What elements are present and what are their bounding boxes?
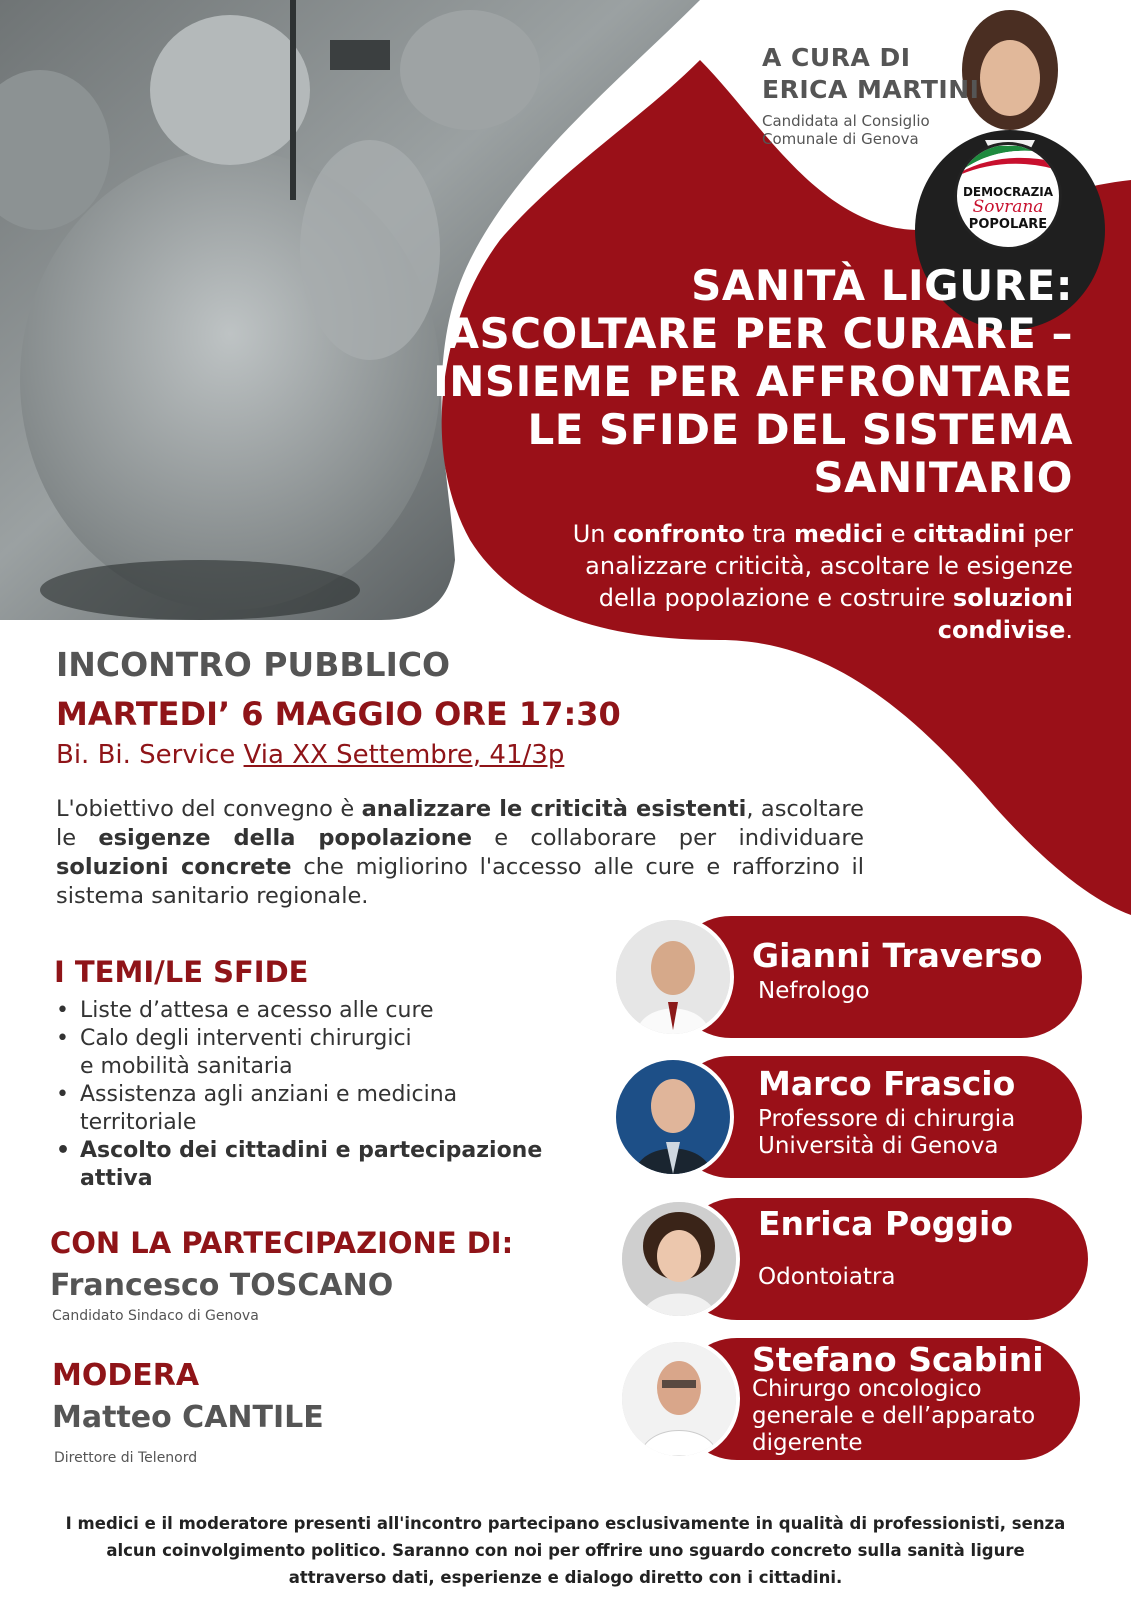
curator-heading <box>762 42 979 106</box>
event-type: INCONTRO PUBBLICO <box>56 645 451 684</box>
avatar <box>618 1338 740 1460</box>
subtitle-bold: cittadini <box>913 520 1026 548</box>
speaker-role <box>752 1376 1035 1457</box>
objective-text: che migliorino l'accesso alle cure e rafforzino il sistema sanitario regionale. <box>56 854 864 909</box>
moderator-role: Direttore di Telenord <box>54 1450 198 1466</box>
event-venue <box>56 740 564 770</box>
subtitle-text: . <box>1065 616 1073 644</box>
speaker-role <box>758 978 870 1005</box>
bullet-icon: • <box>56 1082 69 1107</box>
speaker-role-line: Università di Genova <box>758 1133 999 1159</box>
speaker-role-line: Chirurgo oncologico <box>752 1376 982 1402</box>
theme-text: Assistenza agli anziani e medicina territoriale <box>80 1082 458 1135</box>
objective-bold: analizzare le criticità esistenti <box>361 796 747 822</box>
speaker-role-line: digerente <box>752 1430 863 1456</box>
speaker-name: Enrica Poggio <box>758 1204 1014 1243</box>
tricolor-swoosh-icon <box>957 145 1059 177</box>
bullet-icon: • <box>56 1026 69 1051</box>
guest-role: Candidato Sindaco di Genova <box>52 1308 259 1324</box>
list-item <box>56 997 576 1025</box>
logo-text-3: POPOLARE <box>968 217 1048 232</box>
speaker-role-line: generale e dell’apparato <box>752 1403 1036 1429</box>
theme-text: Calo degli interventi chirurgici e mobilità sanitaria <box>80 1026 412 1079</box>
speaker-role-line: Nefrologo <box>758 978 870 1004</box>
venue-name: Bi. Bi. Service <box>56 740 244 770</box>
bullet-icon: • <box>56 998 69 1023</box>
logo-text-1: DEMOCRAZIA <box>962 185 1054 199</box>
curator-role-line2: Comunale di Genova <box>762 130 919 148</box>
moderator-name: Matteo CANTILE <box>52 1400 324 1435</box>
curator-role <box>762 112 962 148</box>
speaker-name: Stefano Scabini <box>752 1340 1044 1379</box>
guest-name: Francesco TOSCANO <box>50 1268 394 1303</box>
speaker-role <box>758 1264 896 1291</box>
avatar <box>612 916 734 1038</box>
objective-bold: soluzioni concrete <box>56 854 292 880</box>
themes-title: I TEMI/LE SFIDE <box>54 955 309 989</box>
theme-text: Ascolto dei cittadini e partecipazione attiva <box>80 1138 543 1191</box>
party-logo <box>954 142 1062 250</box>
bullet-icon: • <box>56 1138 71 1163</box>
title-line: ASCOLTARE PER CURARE – <box>446 309 1073 358</box>
participation-title: CON LA PARTECIPAZIONE DI: <box>50 1226 514 1260</box>
title-line: LE SFIDE DEL SISTEMA <box>527 405 1073 454</box>
subtitle-bold: medici <box>794 520 884 548</box>
curator-name: ERICA MARTINI <box>762 75 980 104</box>
venue-address-link[interactable]: Via XX Settembre, 41/3p <box>243 740 565 770</box>
themes-list <box>56 997 576 1193</box>
speaker-role-line: Professore di chirurgia <box>758 1106 1016 1132</box>
moderator-title: MODERA <box>52 1358 200 1393</box>
main-title <box>413 262 1073 502</box>
subtitle <box>553 518 1073 646</box>
avatar <box>618 1198 740 1320</box>
title-line: INSIEME PER AFFRONTARE <box>433 357 1073 406</box>
disclaimer: I medici e il moderatore presenti all'incontro partecipano esclusivamente in qualità di professionisti, senza alcun coinvolgimento politico. Saranno con noi per offrire uno sguardo concreto sulla sanità ligure attraverso dati, esperienze e dialogo diretto con i cittadini. <box>65 1514 1066 1587</box>
speaker-role <box>758 1106 1015 1160</box>
list-item <box>56 1081 576 1137</box>
title-line: SANITARIO <box>813 453 1073 502</box>
objective-text: L'obiettivo del convegno è <box>56 796 362 822</box>
subtitle-text: e <box>883 520 914 548</box>
subtitle-text: per analizzare criticità, ascoltare le esigenze della popolazione e costruire <box>585 520 1073 612</box>
list-item <box>56 1137 576 1193</box>
event-date: MARTEDI’ 6 MAGGIO ORE 17:30 <box>56 695 621 733</box>
speaker-role-line: Odontoiatra <box>758 1264 896 1290</box>
subtitle-text: Un <box>572 520 614 548</box>
avatar <box>612 1056 734 1178</box>
objective-paragraph <box>56 795 864 911</box>
curator-role-line1: Candidata al Consiglio <box>762 112 930 130</box>
title-line: SANITÀ LIGURE: <box>691 261 1073 310</box>
theme-text: Liste d’attesa e acesso alle cure <box>80 998 434 1023</box>
speaker-name: Marco Frascio <box>758 1064 1016 1103</box>
subtitle-text: tra <box>744 520 794 548</box>
objective-bold: esigenze della popolazione <box>98 825 472 851</box>
objective-text: e collaborare per individuare <box>471 825 865 851</box>
subtitle-bold: soluzioni condivise <box>937 584 1073 644</box>
speaker-name: Gianni Traverso <box>752 936 1043 975</box>
list-item <box>56 1025 576 1081</box>
logo-text-2: Sovrana <box>972 197 1044 217</box>
curator-line1: A CURA DI <box>762 43 911 72</box>
objective-text: , ascoltare le <box>56 796 865 851</box>
subtitle-bold: confronto <box>613 520 745 548</box>
